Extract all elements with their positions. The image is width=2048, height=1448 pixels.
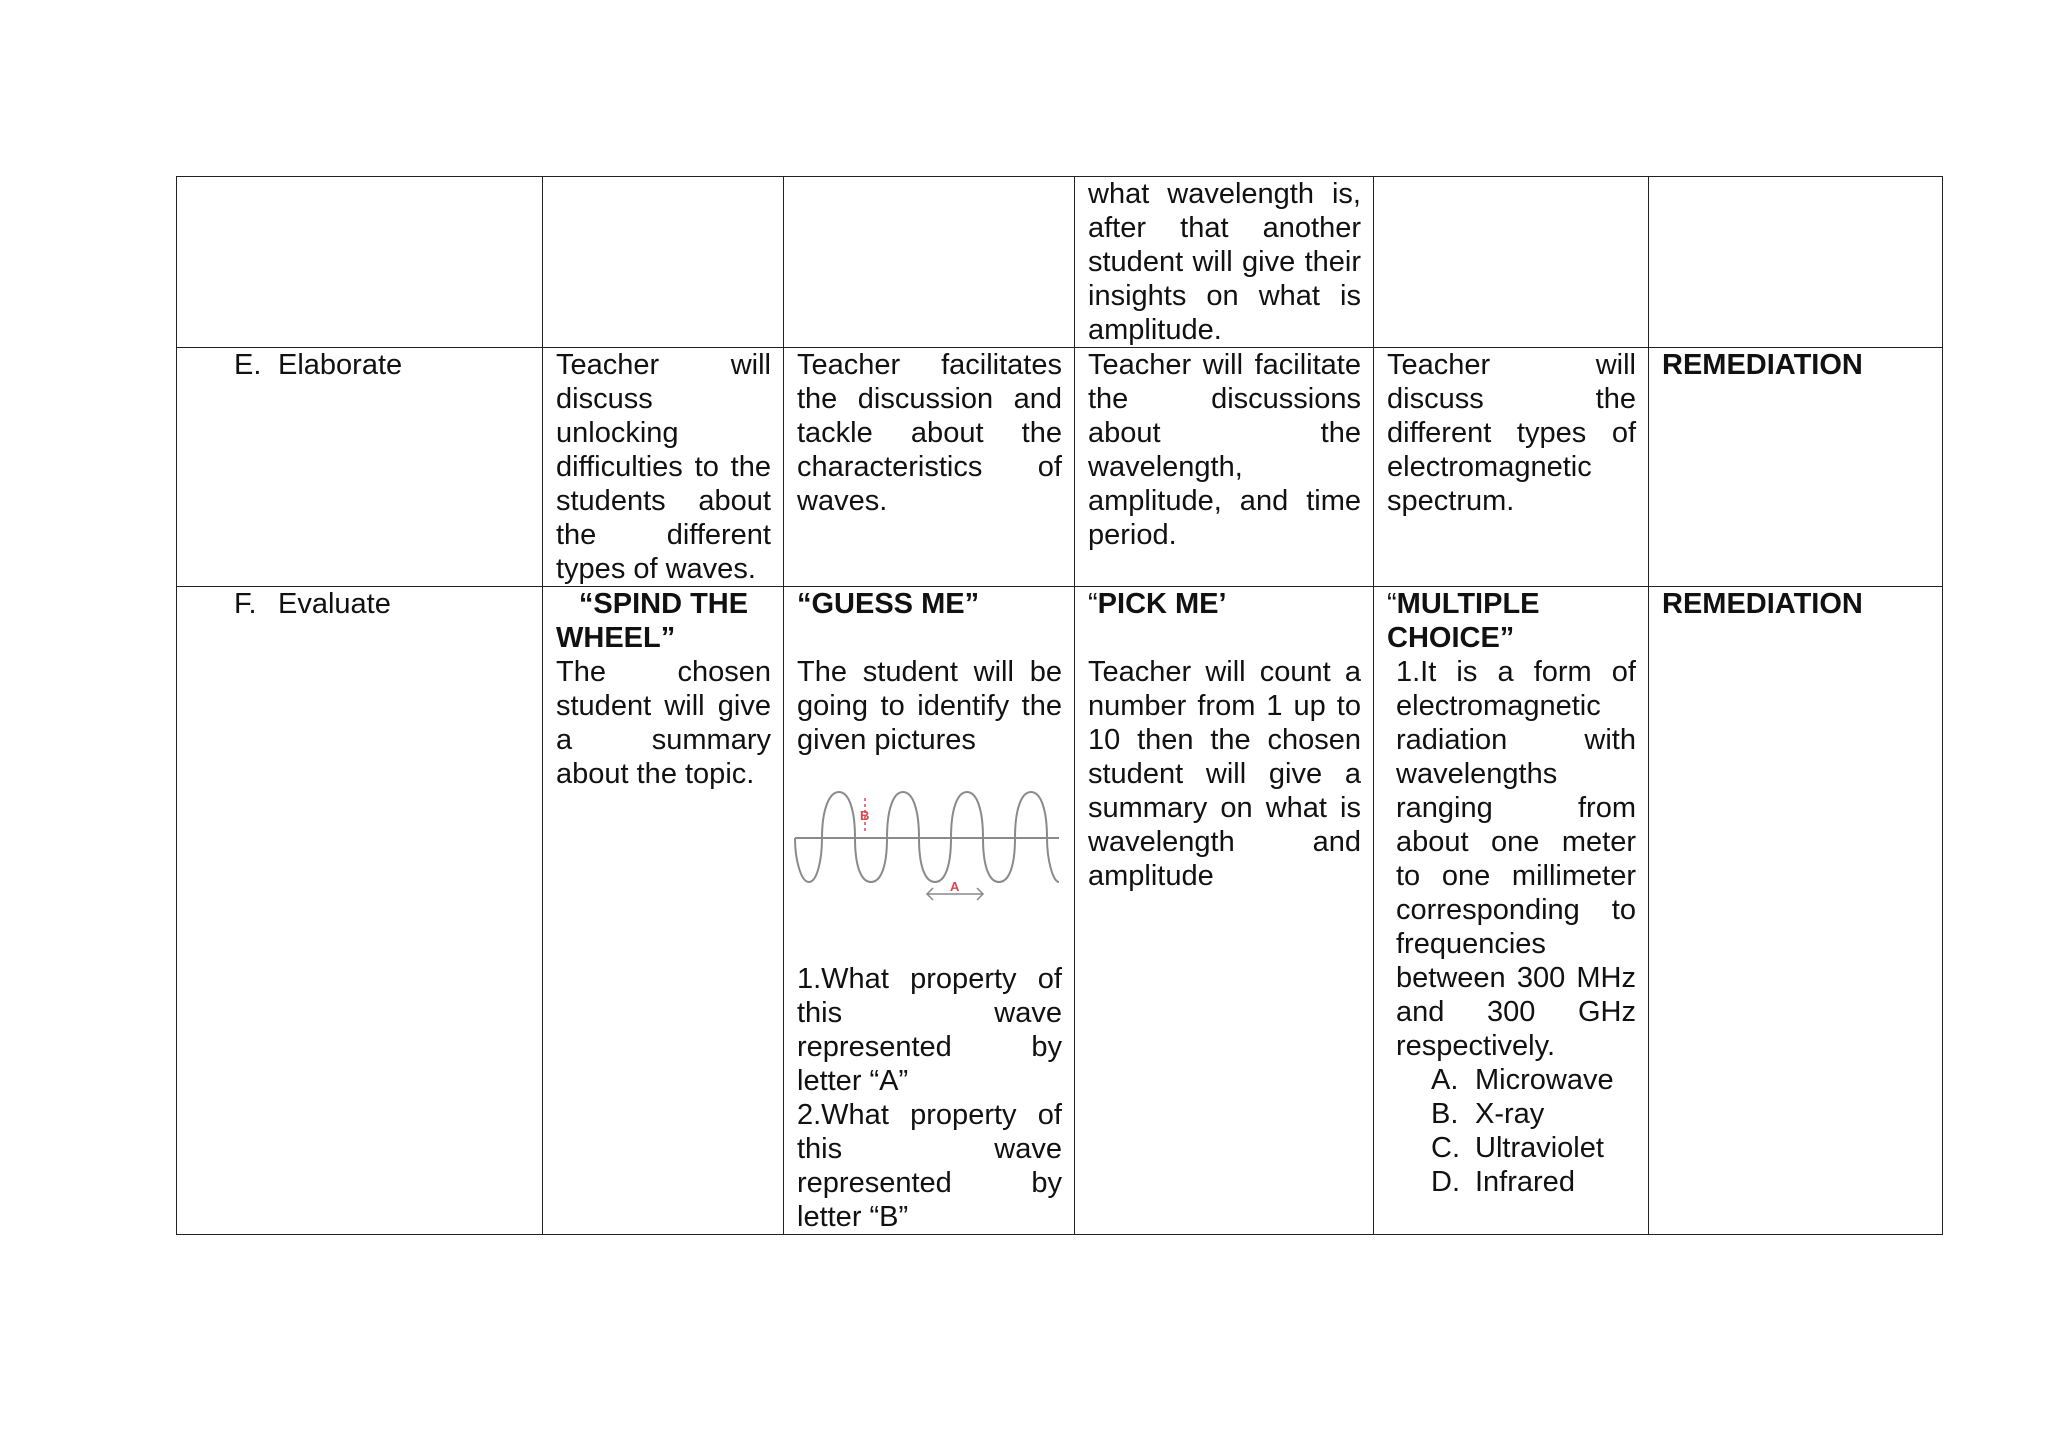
table-row-elaborate xyxy=(177,348,1943,587)
answer-choices-list xyxy=(1387,1063,1636,1199)
activity-title: “GUESS ME” xyxy=(797,588,980,620)
day5-cell-empty xyxy=(1649,177,1943,348)
answer-choice: B. X-ray xyxy=(1431,1098,1545,1130)
stage-cell-evaluate xyxy=(177,587,543,1235)
remediation-label: REMEDIATION xyxy=(1662,588,1863,620)
figure-label-b: B xyxy=(860,808,870,823)
remediation-label: REMEDIATION xyxy=(1662,349,1863,381)
elaborate-day3-cell xyxy=(1075,348,1374,587)
lesson-plan-table xyxy=(176,176,1943,1235)
activity-title: “SPIND THE WHEEL” xyxy=(556,588,749,654)
answer-choice: C. Ultraviolet xyxy=(1431,1132,1604,1164)
stage-cell-elaborate xyxy=(177,348,543,587)
activity-text: The chosen student will give a summary about the topic. xyxy=(556,656,771,790)
answer-choice: D. Infrared xyxy=(1431,1166,1575,1198)
question-2: 2.What property of this wave represented by letter “B” xyxy=(797,1099,1062,1233)
elaborate-day1-cell xyxy=(543,348,784,587)
day1-cell-empty xyxy=(543,177,784,348)
day3-cell-explain xyxy=(1075,177,1374,348)
evaluate-day5-cell xyxy=(1649,587,1943,1235)
elaborate-day5-cell xyxy=(1649,348,1943,587)
quiz-question: 1.It is a form of electromagnetic radiation with wavelengths ranging from about one meter to one millimeter corresponding to frequencies between 300 MHz and 300 GHz respectively. xyxy=(1396,656,1636,1062)
elaborate-day4-text: Teacher will discuss the different types of electromagnetic spectrum. xyxy=(1387,349,1636,517)
figure-label-a: A xyxy=(950,879,960,894)
activity-title: “MULTIPLE CHOICE” xyxy=(1387,588,1540,654)
table-row-evaluate xyxy=(177,587,1943,1235)
evaluate-day2-cell xyxy=(784,587,1075,1235)
stage-label: Elaborate xyxy=(278,349,403,381)
answer-choice: A. Microwave xyxy=(1431,1064,1614,1096)
elaborate-day2-text: Teacher facilitates the discussion and tackle about the characteristics of waves. xyxy=(797,349,1062,517)
elaborate-day3-text: Teacher will facilitate the discussions about the wavelength, amplitude, and time period. xyxy=(1088,349,1361,551)
stage-letter: E. xyxy=(234,349,262,381)
activity-text: Teacher will count a number from 1 up to 10 then the chosen student will give a summary on what is wavelength and amplitude xyxy=(1088,656,1361,892)
wave-diagram-image xyxy=(793,790,1061,920)
table-row xyxy=(177,177,1943,348)
day4-cell-empty xyxy=(1374,177,1649,348)
elaborate-day2-cell xyxy=(784,348,1075,587)
activity-text: The student will be going to identify the given pictures xyxy=(797,656,1062,756)
explain-text: what wavelength is, after that another student will give their insights on what is amplitude. xyxy=(1088,178,1361,346)
stage-label: Evaluate xyxy=(278,588,391,620)
stage-letter: F. xyxy=(234,588,257,620)
stage-cell-empty xyxy=(177,177,543,348)
evaluate-day4-cell xyxy=(1374,587,1649,1235)
question-1: 1.What property of this wave represented by letter “A” xyxy=(797,963,1062,1097)
activity-title: “PICK ME’ xyxy=(1088,588,1227,620)
elaborate-day1-text: Teacher will discuss unlocking difficulties to the students about the different types of waves. xyxy=(556,349,771,585)
evaluate-day1-cell xyxy=(543,587,784,1235)
elaborate-day4-cell xyxy=(1374,348,1649,587)
evaluate-day3-cell xyxy=(1075,587,1374,1235)
day2-cell-empty xyxy=(784,177,1075,348)
